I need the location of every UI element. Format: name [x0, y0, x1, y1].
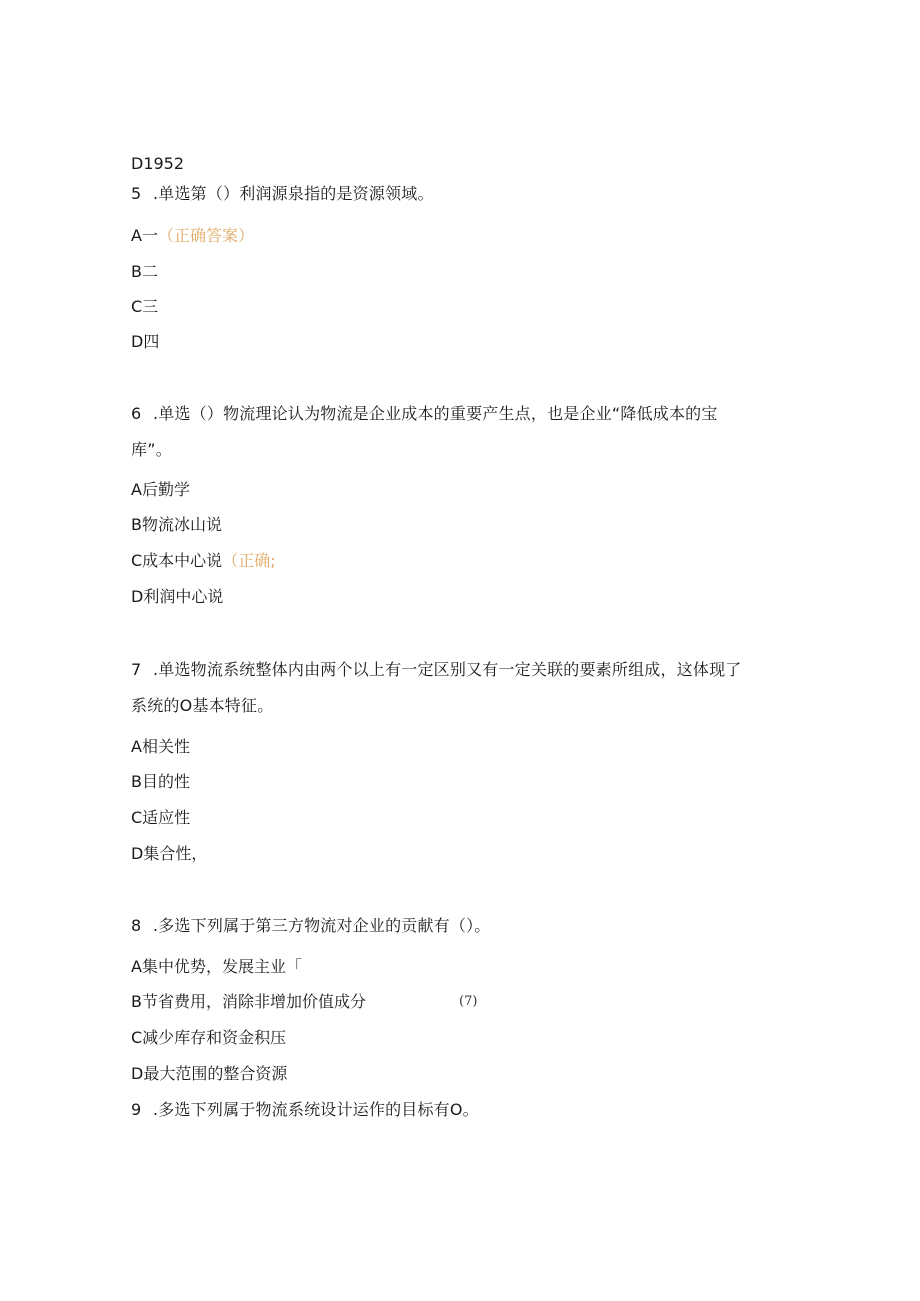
margin-note: (7) [459, 994, 478, 1009]
q6-option-d [131, 587, 223, 607]
option-text: D最大范围的整合资源 [131, 1064, 288, 1083]
q8-option-c [131, 1028, 286, 1048]
option-text: B目的性 [131, 772, 190, 791]
option-text: C三 [131, 297, 159, 316]
question-text-continued: 系统的O基本特征。 [131, 696, 274, 715]
question-text: .单选物流系统整体内由两个以上有一定区别又有一定关联的要素所组成，这体现了 [153, 660, 742, 679]
q5-option-b [131, 262, 158, 282]
q6-option-a [131, 480, 190, 500]
option-text: B节省费用，消除非增加价值成分 [131, 992, 366, 1011]
correct-answer-tag: （正确答案） [157, 226, 254, 245]
q5-option-d [131, 332, 159, 352]
option-text: C减少库存和资金积压 [131, 1028, 287, 1047]
question-6-stem [131, 404, 718, 424]
question-5-stem [131, 184, 434, 204]
question-number: 5 [131, 184, 142, 203]
question-text: .单选（）物流理论认为物流是企业成本的重要产生点，也是企业“降低成本的宝 [153, 404, 718, 423]
question-7-stem-cont [131, 696, 273, 716]
q7-option-c [131, 808, 190, 828]
question-text: .多选下列属于物流系统设计运作的目标有O。 [153, 1100, 479, 1119]
question-number: 6 [131, 404, 142, 423]
q5-option-a [131, 226, 254, 246]
question-6-stem-cont [131, 440, 172, 460]
question-9-stem [131, 1100, 479, 1120]
question-text: .多选下列属于第三方物流对企业的贡献有（）。 [153, 916, 491, 935]
option-text: B二 [131, 262, 158, 281]
correct-answer-tag: （正确; [222, 551, 276, 570]
option-text: A相关性 [131, 737, 190, 756]
question-7-stem [131, 660, 742, 680]
option-text: D四 [131, 332, 160, 351]
option-text: C适应性 [131, 808, 191, 827]
option-text: D利润中心说 [131, 587, 224, 606]
option-text: B物流冰山说 [131, 515, 222, 534]
question-number: 7 [131, 660, 142, 679]
question-number: 9 [131, 1100, 142, 1119]
option-text: C成本中心说 [131, 551, 223, 570]
question-number: 8 [131, 916, 142, 935]
option-text: A一 [131, 226, 158, 245]
q6-option-b [131, 515, 222, 535]
q6-option-c [131, 551, 276, 571]
q5-option-c [131, 297, 158, 317]
option-text: A集中优势，发展主业「 [131, 957, 302, 976]
q8-option-a [131, 957, 302, 977]
question-text: .单选第（）利润源泉指的是资源领域。 [153, 184, 434, 203]
q7-option-a [131, 737, 190, 757]
prev-question-tail: D1952 [131, 154, 185, 173]
q7-option-d [131, 844, 207, 864]
option-text: D集合性， [131, 844, 208, 863]
q7-option-b [131, 772, 190, 792]
question-8-stem [131, 916, 491, 936]
q8-option-b [131, 992, 366, 1012]
q8-option-d [131, 1064, 287, 1084]
option-text: A后勤学 [131, 480, 190, 499]
question-text-continued: 库”。 [131, 440, 172, 459]
